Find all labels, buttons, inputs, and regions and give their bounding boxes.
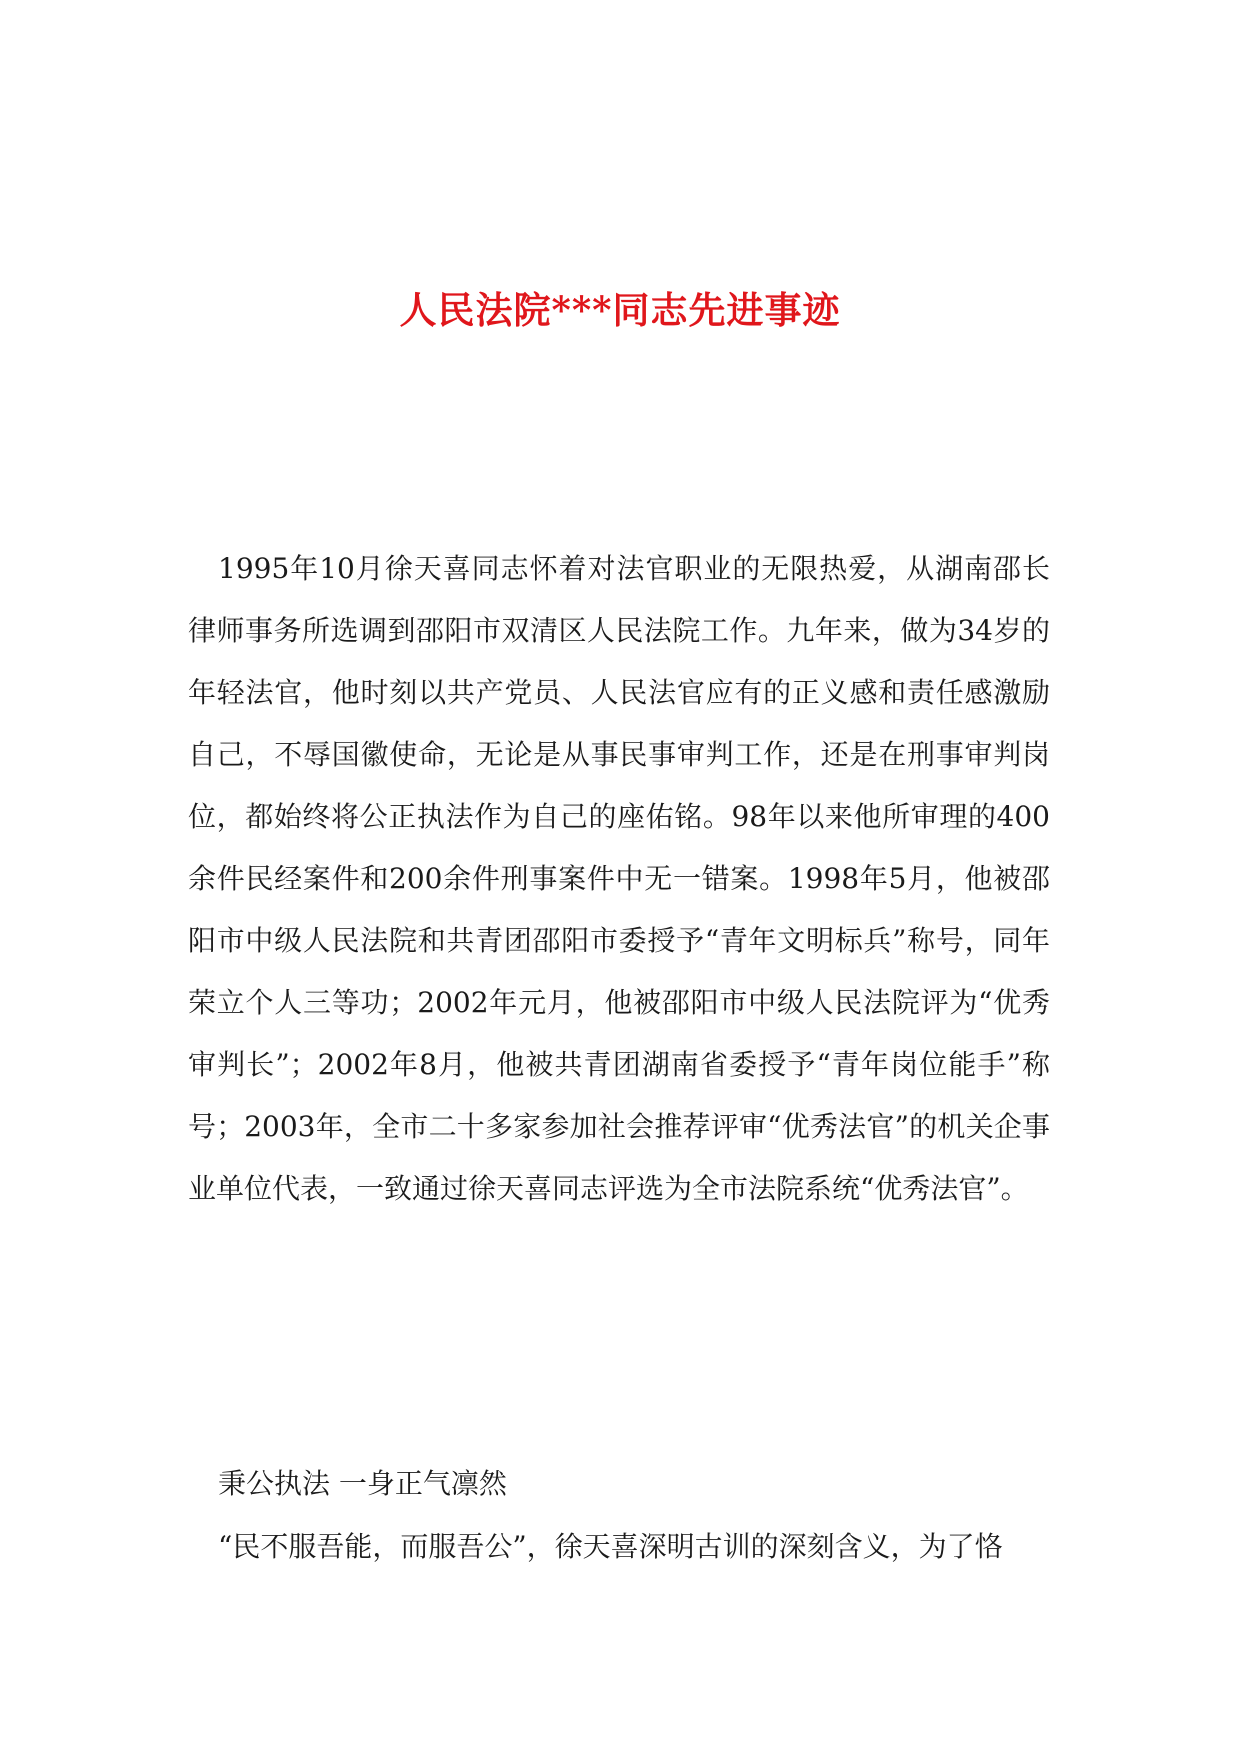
body-paragraph-1: 1995年10月徐天喜同志怀着对法官职业的无限热爱，从湖南邵长律师事务所选调到邵阳市双清区人民法院工作。九年来，做为34岁的年轻法官，他时刻以共产党员、人民法官应有的正义感和责任感激励自己，不辱国徽使命，无论是从事民事审判工作，还是在刑事审判岗位，都始终将公正执法作为自己的座佑铭。98年以来他所审理的400余件民经案件和200余件刑事案件中无一错案。1998年5月，他被邵阳市中级人民法院和共青团邵阳市委授予“青年文明标兵”称号，同年荣立个人三等功；2002年元月，他被邵阳市中级人民法院评为“优秀审判长”；2002年8月，他被共青团湖南省委授予“青年岗位能手”称号；2003年，全市二十多家参加社会推荐评审“优秀法官”的机关企事业单位代表，一致通过徐天喜同志评选为全市法院系统“优秀法官”。 [188, 552, 1050, 1205]
body-paragraph-2: “民不服吾能，而服吾公”，徐天喜深明古训的深刻含义，为了恪 [218, 1530, 1003, 1563]
section-heading: 秉公执法 一身正气凛然 [218, 1467, 507, 1500]
document-title: 人民法院***同志先进事迹 [399, 288, 841, 332]
